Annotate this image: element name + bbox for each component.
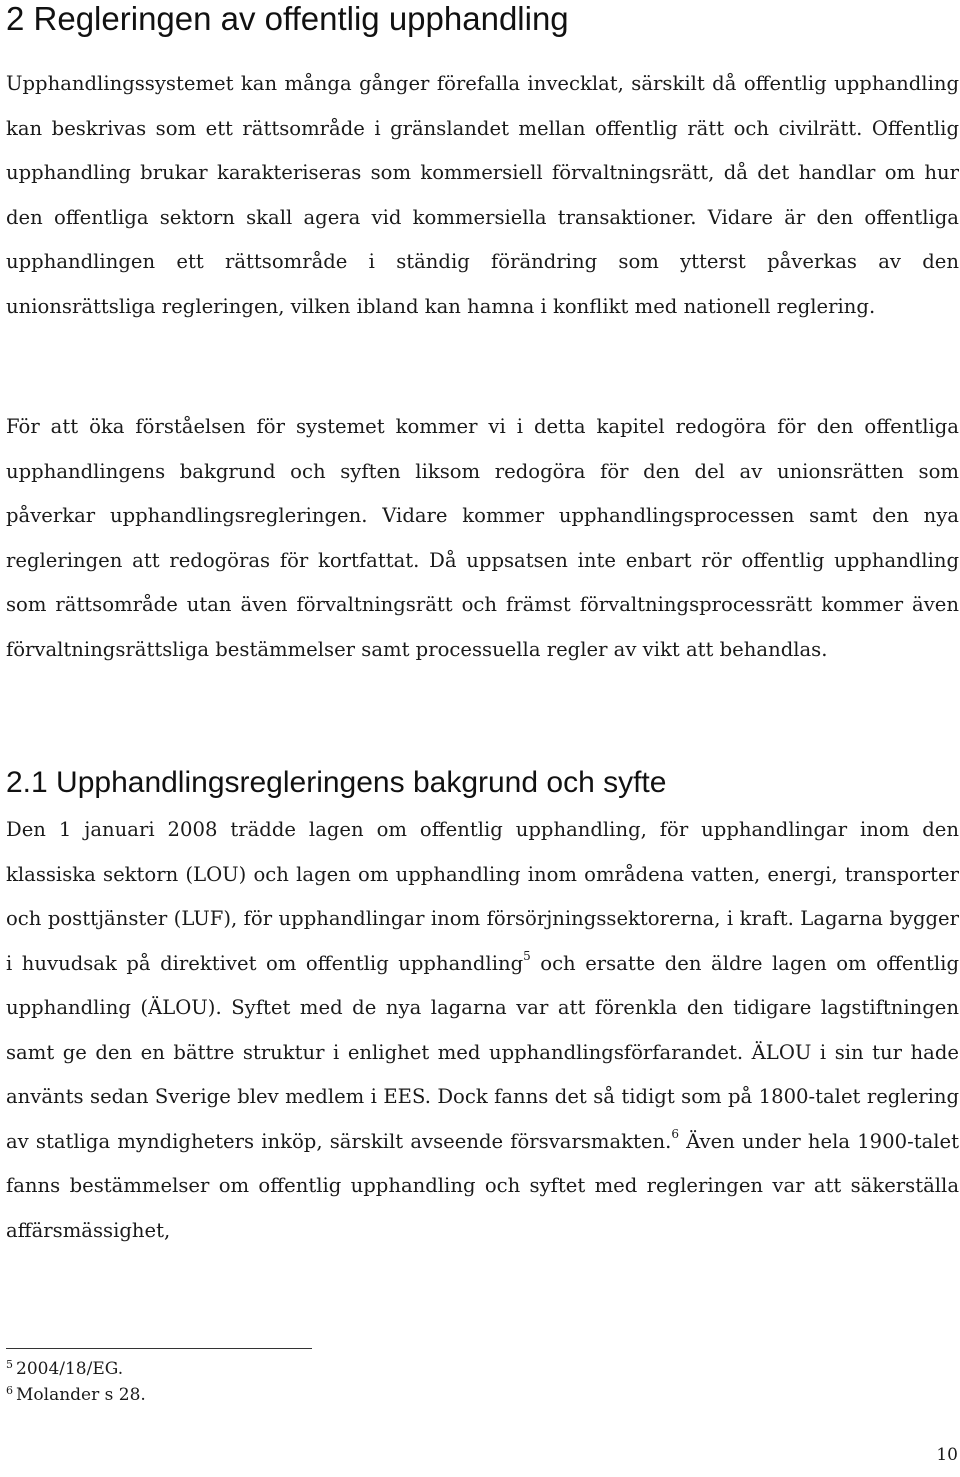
footnote-reference-5: 5 [523, 948, 531, 963]
footnote-item [6, 1383, 146, 1409]
paragraph-background [6, 808, 959, 1253]
page-number: 10 [936, 1445, 958, 1465]
footnote-mark: 6 [6, 1384, 13, 1397]
footnote-reference-6: 6 [671, 1126, 679, 1141]
footnote-mark: 5 [6, 1358, 13, 1371]
footnote-text: Molander s 28. [16, 1385, 146, 1405]
footnotes [6, 1357, 146, 1409]
section-heading: 2 Regleringen av offentlig upphandling [6, 0, 569, 37]
paragraph-background-part2: och ersatte den äldre lagen om offentlig upphandling (ÄLOU). Syftet med de nya lagarna var att förenkla den tidigare lagstiftningen samt ge den en bättre struktur i enlighet med upphandlingsförfarandet. ÄLOU i sin tur hade använts sedan Sverige blev medlem i EES. Dock fanns det så tidigt som på 1800-talet reglering av statliga myndigheters inköp, särskilt avseende försvarsmakten. [6, 951, 959, 1153]
paragraph-background-part1: Den 1 januari 2008 trädde lagen om offentlig upphandling, för upphandlingar inom den klassiska sektorn (LOU) och lagen om upphandling inom områdena vatten, energi, transporter och posttjänster (LUF), för upphandlingar inom försörjningssektorerna, i kraft. Lagarna bygger i huvudsak på direktivet om offentlig upphandling [6, 818, 959, 975]
footnote-separator [6, 1348, 312, 1349]
paragraph-background-part3: Även under hela 1900-talet fanns bestämmelser om offentlig upphandling och syftet med regleringen var att säkerställa affärsmässighet, [6, 1129, 959, 1242]
paragraph-chapter-overview: För att öka förståelsen för systemet kommer vi i detta kapitel redogöra för den offentliga upphandlingens bakgrund och syften liksom redogöra för den del av unionsrätten som påverkar upphandlingsregleringen. Vidare kommer upphandlingsprocessen samt den nya regleringen att redogöras för kortfattat. Då uppsatsen inte enbart rör offentlig upphandling som rättsområde utan även förvaltningsrätt och främst förvaltningsprocessrätt kommer även förvaltningsrättsliga bestämmelser samt processuella regler av vikt att behandlas. [6, 415, 959, 661]
paragraph-intro: Upphandlingssystemet kan många gånger förefalla invecklat, särskilt då offentlig upphandling kan beskrivas som ett rättsområde i gränslandet mellan offentlig rätt och civilrätt. Offentlig upphandling brukar karakteriseras som kommersiell förvaltningsrätt, då det handlar om hur den offentliga sektorn skall agera vid kommersiella transaktioner. Vidare är den offentliga upphandlingen ett rättsområde i ständig förändring som ytterst påverkas av den unionsrättsliga regleringen, vilken ibland kan hamna i konflikt med nationell reglering. [6, 72, 959, 318]
subsection-heading: 2.1 Upphandlingsregleringens bakgrund och syfte [6, 766, 667, 799]
footnote-item [6, 1357, 146, 1383]
footnote-text: 2004/18/EG. [16, 1359, 124, 1379]
